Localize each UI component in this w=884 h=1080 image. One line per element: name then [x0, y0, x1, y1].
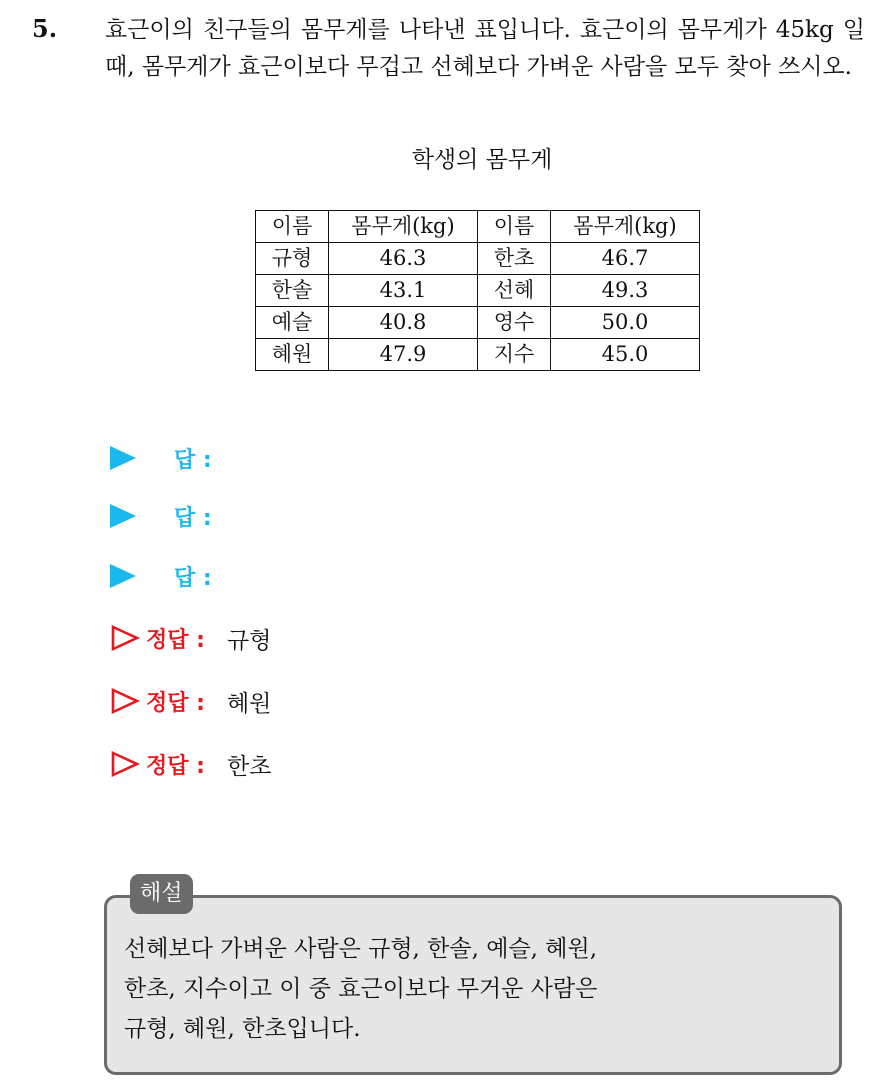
table-cell: 49.3: [551, 275, 700, 307]
outline-triangle-icon: [110, 687, 140, 715]
correct-answer-value: 혜원: [226, 690, 272, 717]
correct-answer-value: 규형: [226, 627, 272, 654]
correct-answer-2: [110, 683, 271, 719]
table-row: [256, 339, 700, 371]
header-cell: 몸무게(kg): [551, 211, 700, 243]
table-row: [256, 243, 700, 275]
question-number: 5.: [32, 14, 58, 43]
table-cell: 규형: [256, 243, 329, 275]
weight-table: [255, 210, 700, 371]
table-cell: 40.8: [329, 307, 478, 339]
header-cell: 이름: [256, 211, 329, 243]
correct-answer-label: 정답 :: [146, 627, 205, 653]
table-cell: 46.7: [551, 243, 700, 275]
answer-label: 답 :: [174, 447, 212, 473]
table-header-row: [256, 211, 700, 243]
answer-slot-1: [110, 440, 212, 476]
outline-triangle-icon: [110, 750, 140, 778]
table-cell: 47.9: [329, 339, 478, 371]
play-triangle-icon: [110, 564, 136, 588]
answer-slot-2: [110, 498, 212, 534]
table-caption: 학생의 몸무게: [411, 147, 553, 173]
correct-answer-1: [110, 620, 271, 656]
table-cell: 50.0: [551, 307, 700, 339]
table-cell: 지수: [478, 339, 551, 371]
table-cell: 한초: [478, 243, 551, 275]
question-text: 효근이의 친구들의 몸무게를 나타낸 표입니다. 효근이의 몸무게가 45kg 일 때, 몸무게가 효근이보다 무겁고 선혜보다 가벼운 사람을 모두 찾아 쓰시오.: [105, 17, 865, 80]
header-cell: 몸무게(kg): [329, 211, 478, 243]
table-row: [256, 275, 700, 307]
answer-label: 답 :: [174, 565, 212, 591]
outline-triangle-icon: [110, 624, 140, 652]
table-cell: 혜원: [256, 339, 329, 371]
correct-answer-3: [110, 746, 271, 782]
table-cell: 예슬: [256, 307, 329, 339]
correct-answer-label: 정답 :: [146, 690, 205, 716]
play-triangle-icon: [110, 446, 136, 470]
header-cell: 이름: [478, 211, 551, 243]
answer-label: 답 :: [174, 505, 212, 531]
explanation-tag: 해설: [130, 874, 193, 914]
explanation-line: 한초, 지수이고 이 중 효근이보다 무거운 사람은: [124, 976, 598, 1002]
table-cell: 한솔: [256, 275, 329, 307]
table-cell: 46.3: [329, 243, 478, 275]
table-cell: 43.1: [329, 275, 478, 307]
play-triangle-icon: [110, 504, 136, 528]
table-cell: 영수: [478, 307, 551, 339]
explanation-line: 선혜보다 가벼운 사람은 규형, 한솔, 예슬, 혜원,: [124, 936, 598, 962]
table-cell: 선혜: [478, 275, 551, 307]
correct-answer-value: 한초: [226, 753, 272, 780]
answer-slot-3: [110, 558, 212, 594]
table-cell: 45.0: [551, 339, 700, 371]
correct-answer-label: 정답 :: [146, 753, 205, 779]
table-row: [256, 307, 700, 339]
explanation-line: 규형, 혜원, 한초입니다.: [124, 1016, 361, 1042]
explanation-text: [124, 929, 804, 1049]
